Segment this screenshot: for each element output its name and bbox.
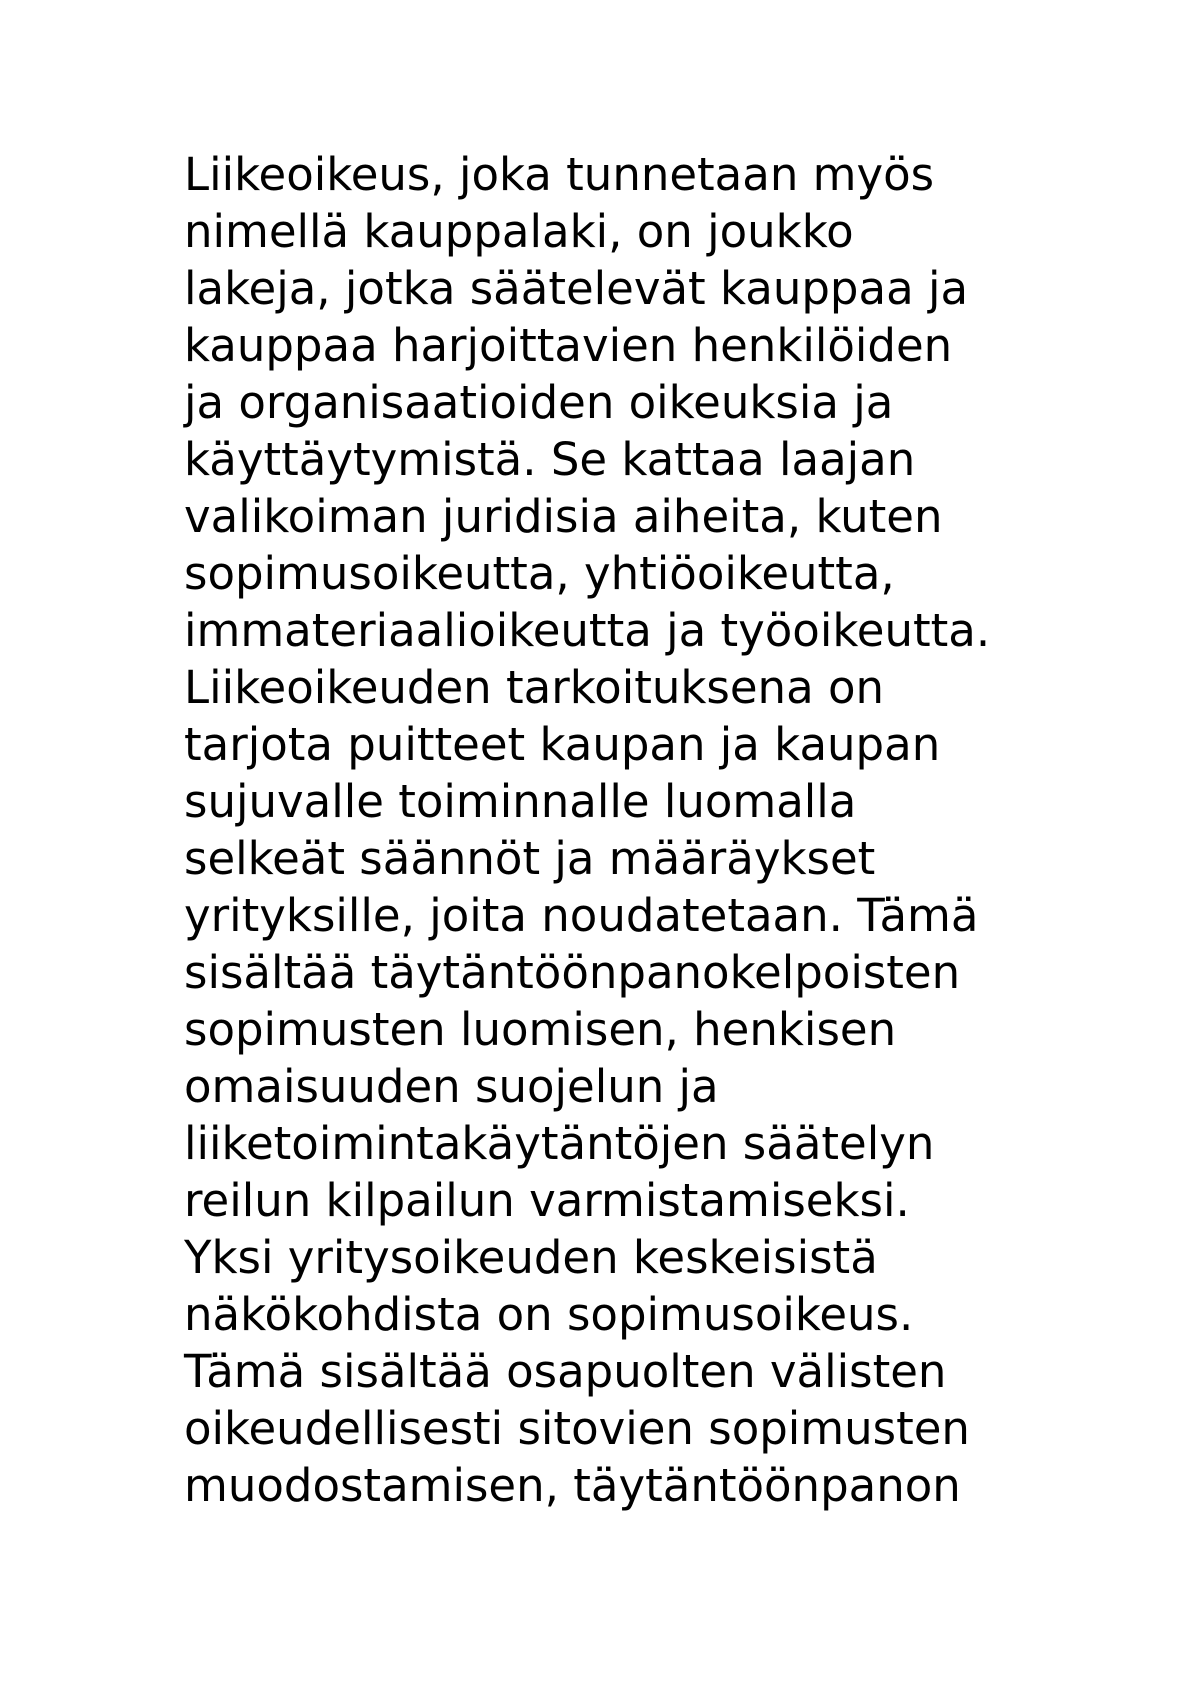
text-line: ja organisaatioiden oikeuksia ja: [184, 376, 894, 429]
text-line: muodostamisen, täytäntöönpanon: [184, 1459, 961, 1512]
text-line: yrityksille, joita noudatetaan. Tämä: [184, 889, 979, 942]
text-line: Liikeoikeuden tarkoituksena on: [184, 661, 885, 714]
text-line: omaisuuden suojelun ja: [184, 1060, 719, 1113]
text-line: liiketoimintakäytäntöjen säätelyn: [184, 1117, 935, 1170]
text-line: Tämä sisältää osapuolten välisten: [184, 1345, 947, 1398]
text-line: valikoiman juridisia aiheita, kuten: [184, 490, 943, 543]
text-line: kauppaa harjoittavien henkilöiden: [184, 319, 953, 372]
body-paragraph: [184, 146, 1084, 1514]
text-line: lakeja, jotka säätelevät kauppaa ja: [184, 262, 969, 315]
text-line: sopimusoikeutta, yhtiöoikeutta,: [184, 547, 895, 600]
text-line: immateriaalioikeutta ja työoikeutta.: [184, 604, 991, 657]
text-line: sopimusten luomisen, henkisen: [184, 1003, 897, 1056]
text-line: Yksi yritysoikeuden keskeisistä: [184, 1231, 878, 1284]
text-line: selkeät säännöt ja määräykset: [184, 832, 876, 885]
text-line: Liikeoikeus, joka tunnetaan myös: [184, 148, 935, 201]
text-line: reilun kilpailun varmistamiseksi.: [184, 1174, 910, 1227]
text-line: sisältää täytäntöönpanokelpoisten: [184, 946, 961, 999]
text-line: käyttäytymistä. Se kattaa laajan: [184, 433, 916, 486]
text-line: nimellä kauppalaki, on joukko: [184, 205, 854, 258]
text-line: näkökohdista on sopimusoikeus.: [184, 1288, 914, 1341]
text-line: sujuvalle toiminnalle luomalla: [184, 775, 857, 828]
text-line: oikeudellisesti sitovien sopimusten: [184, 1402, 970, 1455]
text-line: tarjota puitteet kaupan ja kaupan: [184, 718, 941, 771]
